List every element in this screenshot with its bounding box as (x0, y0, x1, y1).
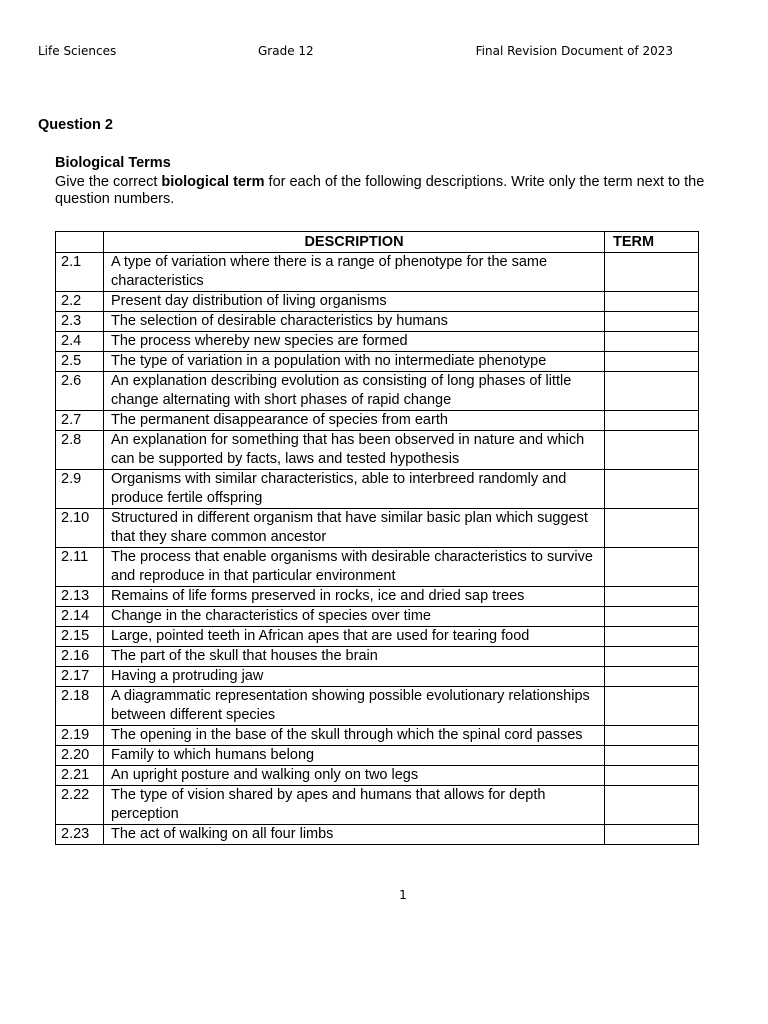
header-description: DESCRIPTION (104, 232, 605, 253)
question-number: 2.19 (56, 726, 104, 746)
table-row (56, 312, 699, 332)
description-cell: The permanent disappearance of species from earth (104, 411, 605, 431)
term-answer-cell[interactable] (605, 667, 699, 687)
term-answer-cell[interactable] (605, 587, 699, 607)
term-answer-cell[interactable] (605, 253, 699, 292)
table-row (56, 332, 699, 352)
question-number: 2.7 (56, 411, 104, 431)
description-cell: The part of the skull that houses the brain (104, 647, 605, 667)
description-cell: A type of variation where there is a range of phenotype for the same characteristics (104, 253, 605, 292)
description-cell: The type of vision shared by apes and humans that allows for depth perception (104, 786, 605, 825)
table-body (56, 253, 699, 845)
header-number (56, 232, 104, 253)
question-number: 2.13 (56, 587, 104, 607)
question-title: Question 2 (38, 117, 113, 133)
description-cell: Remains of life forms preserved in rocks, ice and dried sap trees (104, 587, 605, 607)
question-number: 2.17 (56, 667, 104, 687)
description-cell: An upright posture and walking only on two legs (104, 766, 605, 786)
description-cell: Present day distribution of living organisms (104, 292, 605, 312)
term-answer-cell[interactable] (605, 786, 699, 825)
table-row (56, 627, 699, 647)
term-answer-cell[interactable] (605, 548, 699, 587)
question-number: 2.14 (56, 607, 104, 627)
question-number: 2.10 (56, 509, 104, 548)
term-answer-cell[interactable] (605, 431, 699, 470)
header-subject: Life Sciences (38, 44, 117, 58)
term-answer-cell[interactable] (605, 825, 699, 845)
term-answer-cell[interactable] (605, 687, 699, 726)
question-number: 2.23 (56, 825, 104, 845)
table-row (56, 587, 699, 607)
instructions (55, 174, 735, 207)
instructions-before: Give the correct (55, 174, 162, 190)
table-row (56, 352, 699, 372)
term-answer-cell[interactable] (605, 312, 699, 332)
question-number: 2.3 (56, 312, 104, 332)
table-row (56, 548, 699, 587)
description-cell: The process whereby new species are formed (104, 332, 605, 352)
table-header-row (56, 232, 699, 253)
table-row (56, 509, 699, 548)
table-row (56, 746, 699, 766)
question-number: 2.20 (56, 746, 104, 766)
table-row (56, 766, 699, 786)
description-cell: The act of walking on all four limbs (104, 825, 605, 845)
description-cell: An explanation describing evolution as consisting of long phases of little change alternating with short phases of rapid change (104, 372, 605, 411)
description-cell: An explanation for something that has been observed in nature and which can be supported by facts, laws and tested hypothesis (104, 431, 605, 470)
description-cell: Large, pointed teeth in African apes that are used for tearing food (104, 627, 605, 647)
term-answer-cell[interactable] (605, 509, 699, 548)
term-answer-cell[interactable] (605, 746, 699, 766)
term-answer-cell[interactable] (605, 411, 699, 431)
question-number: 2.1 (56, 253, 104, 292)
question-number: 2.6 (56, 372, 104, 411)
term-answer-cell[interactable] (605, 372, 699, 411)
question-number: 2.8 (56, 431, 104, 470)
term-answer-cell[interactable] (605, 352, 699, 372)
page-header (38, 44, 718, 60)
term-answer-cell[interactable] (605, 726, 699, 746)
table-row (56, 825, 699, 845)
table-row (56, 470, 699, 509)
table-row (56, 431, 699, 470)
term-answer-cell[interactable] (605, 292, 699, 312)
instructions-after: for each of the following descriptions. Write only the term next to the question numbers. (55, 174, 705, 207)
term-answer-cell[interactable] (605, 332, 699, 352)
instructions-bold: biological term (161, 174, 265, 190)
description-cell: A diagrammatic representation showing possible evolutionary relationships between different species (104, 687, 605, 726)
table-row (56, 726, 699, 746)
table-row (56, 647, 699, 667)
question-number: 2.22 (56, 786, 104, 825)
question-number: 2.5 (56, 352, 104, 372)
term-answer-cell[interactable] (605, 766, 699, 786)
description-cell: Change in the characteristics of species over time (104, 607, 605, 627)
table-row (56, 292, 699, 312)
description-cell: Organisms with similar characteristics, able to interbreed randomly and produce fertile offspring (104, 470, 605, 509)
table-row (56, 253, 699, 292)
term-answer-cell[interactable] (605, 607, 699, 627)
table-row (56, 607, 699, 627)
table-row (56, 786, 699, 825)
header-term: TERM (605, 232, 699, 253)
header-document: Final Revision Document of 2023 (475, 44, 673, 58)
description-cell: The process that enable organisms with desirable characteristics to survive and reproduce in that particular environment (104, 548, 605, 587)
description-cell: The opening in the base of the skull through which the spinal cord passes (104, 726, 605, 746)
question-number: 2.16 (56, 647, 104, 667)
description-cell: Having a protruding jaw (104, 667, 605, 687)
table-row (56, 372, 699, 411)
table-row (56, 411, 699, 431)
page-number: 1 (399, 888, 407, 902)
question-number: 2.2 (56, 292, 104, 312)
description-cell: Structured in different organism that have similar basic plan which suggest that they share common ancestor (104, 509, 605, 548)
table-row (56, 687, 699, 726)
question-number: 2.9 (56, 470, 104, 509)
terms-table (55, 231, 699, 845)
question-number: 2.18 (56, 687, 104, 726)
description-cell: The type of variation in a population with no intermediate phenotype (104, 352, 605, 372)
question-number: 2.21 (56, 766, 104, 786)
table-row (56, 667, 699, 687)
question-number: 2.11 (56, 548, 104, 587)
description-cell: The selection of desirable characteristics by humans (104, 312, 605, 332)
question-number: 2.4 (56, 332, 104, 352)
question-number: 2.15 (56, 627, 104, 647)
section-title: Biological Terms (55, 155, 171, 171)
term-answer-cell[interactable] (605, 470, 699, 509)
term-answer-cell[interactable] (605, 647, 699, 667)
description-cell: Family to which humans belong (104, 746, 605, 766)
term-answer-cell[interactable] (605, 627, 699, 647)
header-grade: Grade 12 (258, 44, 314, 58)
